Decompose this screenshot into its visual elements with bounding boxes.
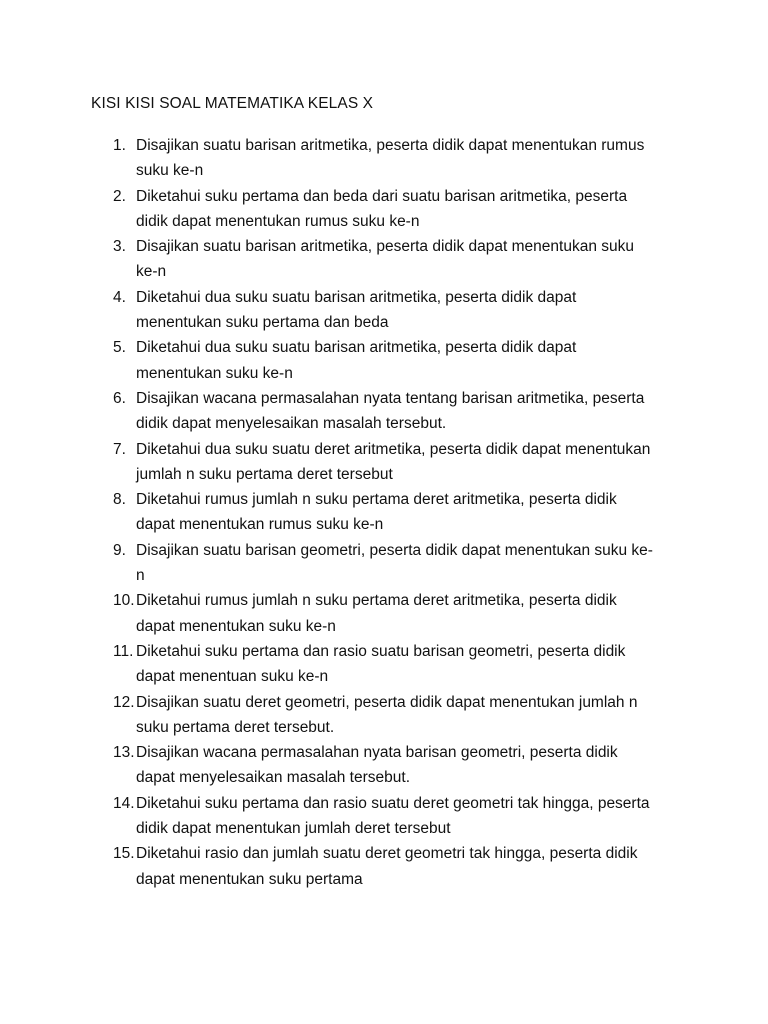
list-item-line: dapat menentukan suku pertama [136, 870, 363, 888]
list-item-line: Diketahui rumus jumlah n suku pertama deret aritmetika, peserta didik [136, 592, 617, 610]
list-item-number: 3. [113, 238, 126, 256]
list-item-line: Disajikan suatu barisan aritmetika, peserta didik dapat menentukan suku [136, 238, 634, 256]
list-item-number: 11. [113, 642, 134, 660]
list-item-number: 1. [113, 137, 126, 154]
list-item-line: Diketahui suku pertama dan rasio suatu deret geometri tak hingga, peserta [136, 794, 650, 812]
list-item-line: n [136, 567, 145, 585]
list-item-line: didik dapat menentukan rumus suku ke-n [136, 212, 420, 230]
list-item-number: 6. [113, 389, 126, 407]
list-item-number: 14. [113, 794, 135, 812]
list-item-line: Diketahui rumus jumlah n suku pertama deret aritmetika, peserta didik [136, 491, 617, 509]
list-item-line: dapat menyelesaikan masalah tersebut. [136, 769, 410, 787]
list-item [0, 285, 768, 336]
list-item-line: Disajikan wacana permasalahan nyata barisan geometri, peserta didik [136, 744, 618, 762]
list-item-line: menentukan suku pertama dan beda [136, 314, 389, 332]
list-item [0, 335, 768, 386]
list-item-number: 13. [113, 744, 135, 762]
list-item-number: 15. [113, 845, 135, 863]
list-item [0, 437, 768, 488]
list-item-number: 5. [113, 339, 126, 357]
list-item [0, 639, 768, 690]
list-item-number: 10. [113, 592, 135, 610]
list-item [0, 234, 768, 285]
list-item-line: dapat menentukan suku ke-n [136, 617, 336, 635]
list-item-line: Diketahui dua suku suatu barisan aritmetika, peserta didik dapat [136, 288, 577, 306]
list-item-line: didik dapat menyelesaikan masalah tersebut. [136, 415, 447, 433]
list-item [0, 791, 768, 842]
list-item-line: Diketahui dua suku suatu barisan aritmetika, peserta didik dapat [136, 339, 577, 357]
list-item-line: suku ke-n [136, 162, 204, 180]
list-item-line: dapat menentukan rumus suku ke-n [136, 516, 384, 534]
list-item-line: Diketahui rasio dan jumlah suatu deret geometri tak hingga, peserta didik [136, 845, 638, 863]
list-item-line: Diketahui suku pertama dan beda dari suatu barisan aritmetika, peserta [136, 187, 628, 205]
list-item-line: didik dapat menentukan jumlah deret tersebut [136, 820, 451, 838]
list-item-line: jumlah n suku pertama deret tersebut [136, 465, 393, 483]
list-item-line: suku pertama deret tersebut. [136, 718, 335, 736]
list-item-line: menentukan suku ke-n [136, 364, 293, 382]
list-item-number: 2. [113, 187, 126, 205]
list-item [0, 841, 768, 892]
list-item [0, 538, 768, 589]
list-item [0, 184, 768, 235]
list-item-number: 8. [113, 491, 126, 509]
document-title: KISI KISI SOAL MATEMATIKA KELAS X [91, 95, 374, 112]
list-item-line: Diketahui suku pertama dan rasio suatu barisan geometri, peserta didik [136, 642, 626, 660]
list-item-line: Disajikan wacana permasalahan nyata tentang barisan aritmetika, peserta [136, 389, 645, 407]
list-item-line: dapat menentuan suku ke-n [136, 668, 329, 686]
list-item [0, 133, 768, 184]
list-item-line: Disajikan suatu deret geometri, peserta didik dapat menentukan jumlah n [136, 693, 638, 711]
list-item [0, 690, 768, 741]
list-item-line: ke-n [136, 263, 167, 281]
list-item [0, 386, 768, 437]
list-item [0, 487, 768, 538]
list-item-line: Diketahui dua suku suatu deret aritmetika, peserta didik dapat menentukan [136, 440, 651, 458]
list-item-number: 9. [113, 541, 126, 559]
list-item [0, 588, 768, 639]
numbered-list [0, 133, 768, 892]
list-item-number: 12. [113, 693, 135, 711]
list-item-number: 7. [113, 440, 126, 458]
list-item-number: 4. [113, 288, 126, 306]
list-item [0, 740, 768, 791]
list-item-line: Disajikan suatu barisan aritmetika, peserta didik dapat menentukan rumus [136, 137, 645, 154]
list-item-line: Disajikan suatu barisan geometri, peserta didik dapat menentukan suku ke- [136, 541, 653, 559]
